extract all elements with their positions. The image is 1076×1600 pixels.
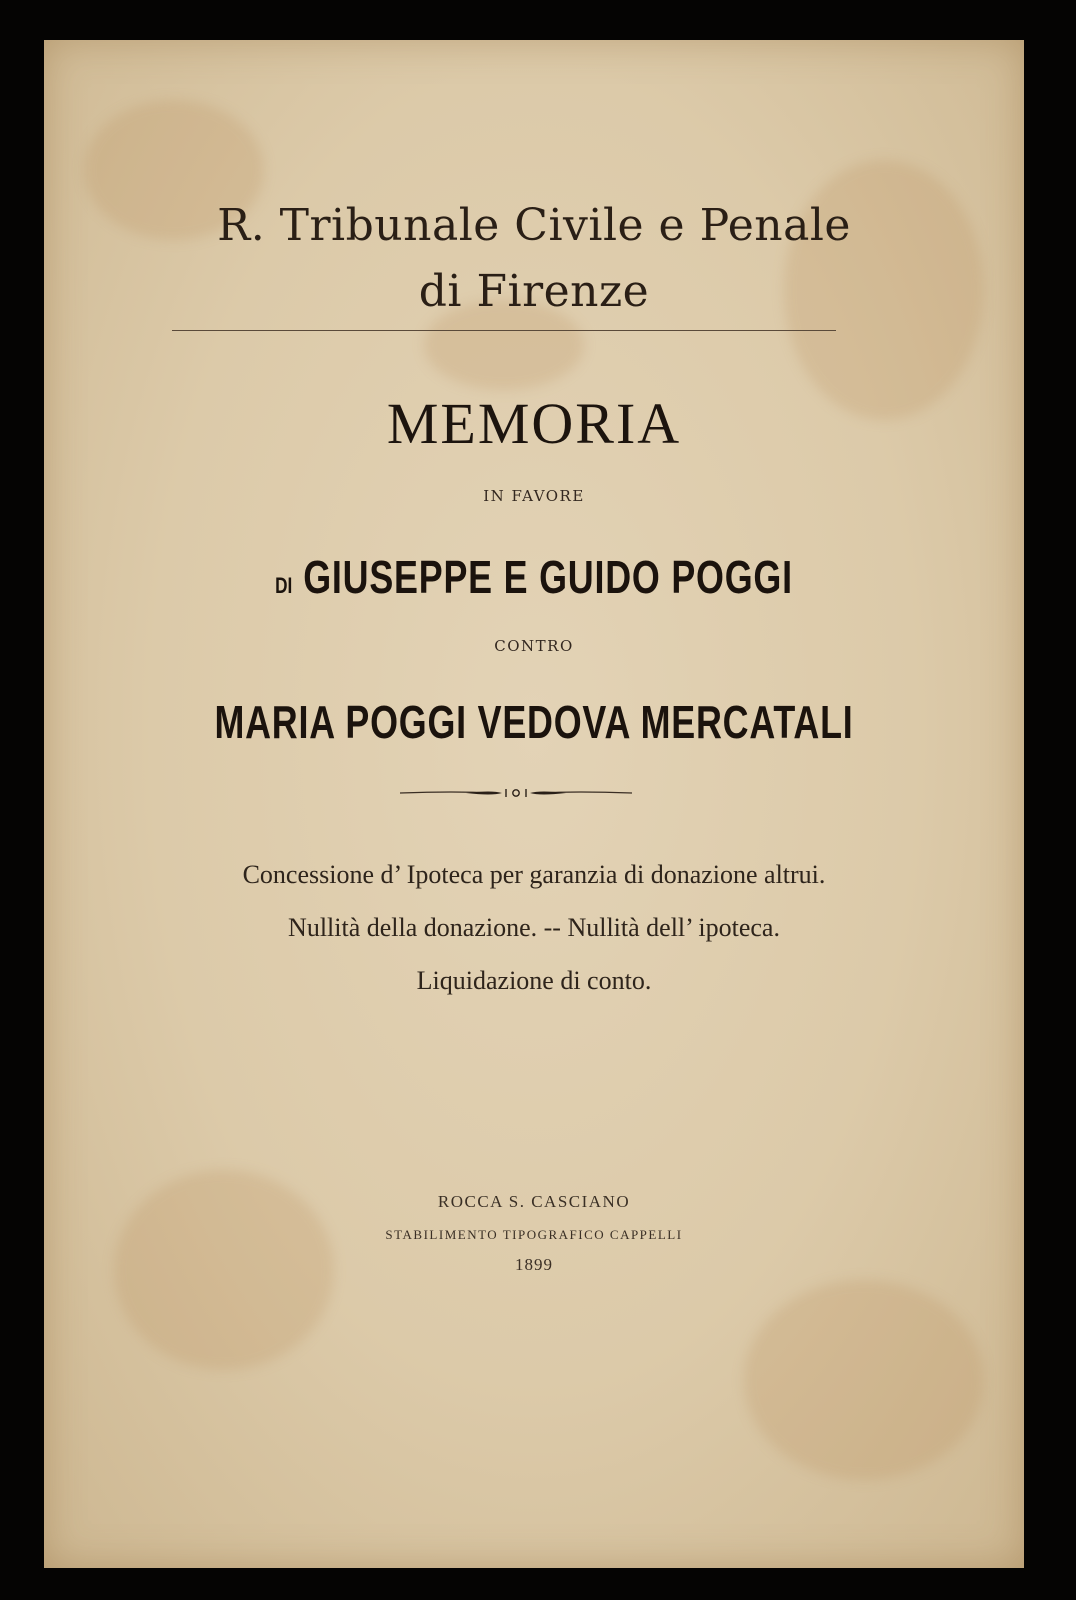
plaintiffs-names: GIUSEPPE E GUIDO POGGI	[303, 551, 793, 603]
imprint-year: 1899	[515, 1255, 553, 1274]
contro-label: CONTRO	[494, 637, 574, 655]
document-page	[44, 40, 1024, 1568]
court-name: R. Tribunale Civile e Penale	[217, 200, 851, 251]
summary-line-3: Liquidazione di conto.	[416, 966, 652, 995]
plaintiffs-prefix: DI	[275, 573, 293, 598]
imprint-city: ROCCA S. CASCIANO	[437, 1192, 631, 1211]
court-city: di Firenze	[418, 266, 650, 317]
ornament-divider-icon	[396, 780, 636, 806]
imprint-printer: STABILIMENTO TIPOGRAFICO CAPPELLI	[385, 1227, 683, 1242]
document-title: MEMORIA	[386, 391, 682, 456]
paper-stain	[744, 1280, 984, 1480]
defendant-name: MARIA POGGI VEDOVA MERCATALI	[214, 696, 854, 748]
summary-line-2: Nullità della donazione. -- Nullità dell’ ipoteca.	[288, 913, 780, 942]
header-divider	[172, 330, 836, 331]
plaintiffs-line	[152, 550, 916, 604]
summary-line-1: Concessione d’ Ipoteca per garanzia di donazione altrui.	[242, 860, 826, 889]
in-favore-label: IN FAVORE	[483, 487, 585, 505]
